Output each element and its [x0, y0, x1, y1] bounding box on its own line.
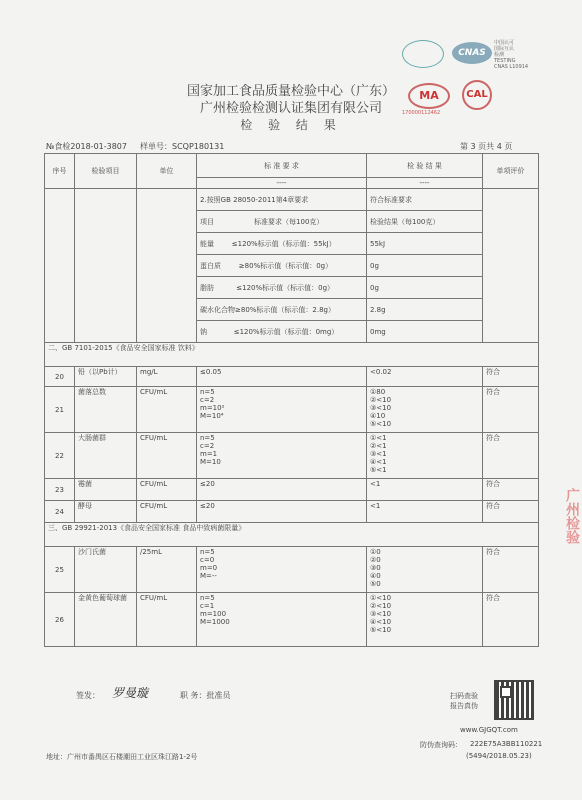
item-cell: 沙门氏菌 — [75, 547, 137, 593]
table-row — [45, 387, 539, 433]
standard-cell: n=5 c=0 m=0 M=-- — [197, 547, 367, 593]
header-result: 检 验 结 果 — [367, 154, 483, 178]
code-date: (5494/2018.05.23) — [466, 752, 532, 760]
evaluation-cell: 符合 — [483, 367, 539, 387]
website: www.GJGQT.com — [460, 726, 518, 734]
security-code: 222E75A3BB110221 — [470, 740, 543, 748]
code-label: 防伪查询码： — [420, 741, 462, 749]
standard-cell: 碳水化合物≥80%标示值（标示值：2.8g） — [197, 299, 367, 321]
evaluation-cell: 符合 — [483, 387, 539, 433]
item-cell: 金黄色葡萄球菌 — [75, 593, 137, 647]
ma-number: 170000112462 — [402, 110, 441, 116]
scan-text1: 扫码查验 — [450, 692, 478, 700]
unit-cell: CFU/mL — [137, 387, 197, 433]
result-cell: ①80 ②<10 ③<10 ④10 ⑤<10 — [367, 387, 483, 433]
section-title: 三、GB 29921-2013《食品安全国家标准 食品中致病菌限量》 — [45, 523, 539, 547]
header-line1: 国家加工食品质量检验中心（广东） — [186, 84, 395, 99]
cnas-side-text: 中国认可 国际互认 检测 TESTING CNAS L10914 — [494, 40, 529, 70]
unit-cell: /25mL — [137, 547, 197, 593]
section-row — [45, 523, 539, 547]
header-unit: 单位 — [137, 154, 197, 189]
seq-cell: 23 — [45, 479, 75, 501]
item-cell: 酵母 — [75, 501, 137, 523]
red-stamp: 广州检验 — [564, 488, 580, 544]
header-line2: 广州检验检测认证集团有限公司 — [199, 101, 382, 116]
result-cell: 0g — [367, 255, 483, 277]
results-table — [44, 153, 539, 647]
report-number: №食检2018-01-3807 — [46, 142, 127, 151]
seq-cell: 25 — [45, 547, 75, 593]
item-cell: 霉菌 — [75, 479, 137, 501]
seq-cell: 24 — [45, 501, 75, 523]
sample-number: 样单号：SCQP180131 — [140, 142, 225, 151]
result-cell: ①0 ②0 ③0 ④0 ⑤0 — [367, 547, 483, 593]
page-indicator: 第 3 页共 4 页 — [460, 142, 513, 151]
seq-cell: 20 — [45, 367, 75, 387]
address: 地址：广州市番禺区石楼潮田工业区珠江路1-2号 — [46, 753, 198, 761]
result-cell: <0.02 — [367, 367, 483, 387]
standard-cell: 脂肪 ≤120%标示值（标示值：0g） — [197, 277, 367, 299]
header-dashes: ---- — [197, 178, 367, 189]
result-cell: <1 — [367, 479, 483, 501]
header-standard: 标 准 要 求 — [197, 154, 367, 178]
unit-cell: CFU/mL — [137, 433, 197, 479]
unit-cell: CFU/mL — [137, 593, 197, 647]
result-cell: 检验结果（每100克） — [367, 211, 483, 233]
evaluation-cell: 符合 — [483, 479, 539, 501]
result-cell: <1 — [367, 501, 483, 523]
standard-cell: ≤20 — [197, 479, 367, 501]
result-cell: ①<1 ②<1 ③<1 ④<1 ⑤<1 — [367, 433, 483, 479]
standard-cell: 项目 标准要求（每100克） — [197, 211, 367, 233]
unit-cell: CFU/mL — [137, 479, 197, 501]
table-row — [45, 547, 539, 593]
standard-cell: 2.按照GB 28050-2011第4章要求 — [197, 189, 367, 211]
unit-cell: mg/L — [137, 367, 197, 387]
table-row — [45, 501, 539, 523]
seq-cell: 22 — [45, 433, 75, 479]
standard-cell: ≤0.05 — [197, 367, 367, 387]
standard-cell: n=5 c=2 m=10² M=10⁴ — [197, 387, 367, 433]
position-label: 职 务：批准员 — [180, 691, 231, 700]
standard-cell: 蛋白质 ≥80%标示值（标示值：0g） — [197, 255, 367, 277]
evaluation-cell: 符合 — [483, 501, 539, 523]
table-header-row — [45, 154, 539, 178]
evaluation-cell: 符合 — [483, 433, 539, 479]
header-evaluation: 单项评价 — [483, 154, 539, 189]
table-row — [45, 479, 539, 501]
header-item: 检验项目 — [75, 154, 137, 189]
standard-cell: 能量 ≤120%标示值（标示值：55kJ） — [197, 233, 367, 255]
result-cell: ①<10 ②<10 ③<10 ④<10 ⑤<10 — [367, 593, 483, 647]
item-cell: 菌落总数 — [75, 387, 137, 433]
result-cell: 0mg — [367, 321, 483, 343]
table-row — [45, 367, 539, 387]
result-cell: 符合标准要求 — [367, 189, 483, 211]
result-cell: 2.8g — [367, 299, 483, 321]
table-row — [45, 433, 539, 479]
unit-cell: CFU/mL — [137, 501, 197, 523]
result-cell: 55kJ — [367, 233, 483, 255]
section-title: 二、GB 7101-2015《食品安全国家标准 饮料》 — [45, 343, 539, 367]
seq-cell: 26 — [45, 593, 75, 647]
header-seq: 序号 — [45, 154, 75, 189]
cal-logo: CAL — [462, 80, 492, 110]
qr-code[interactable] — [494, 680, 534, 720]
item-cell: 大肠菌群 — [75, 433, 137, 479]
ilac-mra-logo — [402, 40, 444, 68]
result-cell: 0g — [367, 277, 483, 299]
table-row — [45, 189, 539, 211]
standard-cell: n=5 c=1 m=100 M=1000 — [197, 593, 367, 647]
sign-label: 签发： — [76, 691, 100, 700]
item-cell: 铅（以Pb计） — [75, 367, 137, 387]
section-row — [45, 343, 539, 367]
table-row — [45, 593, 539, 647]
standard-cell: ≤20 — [197, 501, 367, 523]
ma-logo: MA — [408, 83, 450, 109]
header-dashes: ---- — [367, 178, 483, 189]
seq-cell: 21 — [45, 387, 75, 433]
certification-logos — [402, 38, 542, 128]
evaluation-cell: 符合 — [483, 547, 539, 593]
page-title: 检 验 结 果 — [240, 118, 342, 132]
signature: 罗曼璇 — [112, 686, 149, 700]
standard-cell: 钠 ≤120%标示值（标示值：0mg） — [197, 321, 367, 343]
evaluation-cell: 符合 — [483, 593, 539, 647]
scan-text2: 报告真伪 — [450, 702, 478, 710]
cnas-logo: CNAS — [452, 42, 492, 64]
standard-cell: n=5 c=2 m=1 M=10 — [197, 433, 367, 479]
